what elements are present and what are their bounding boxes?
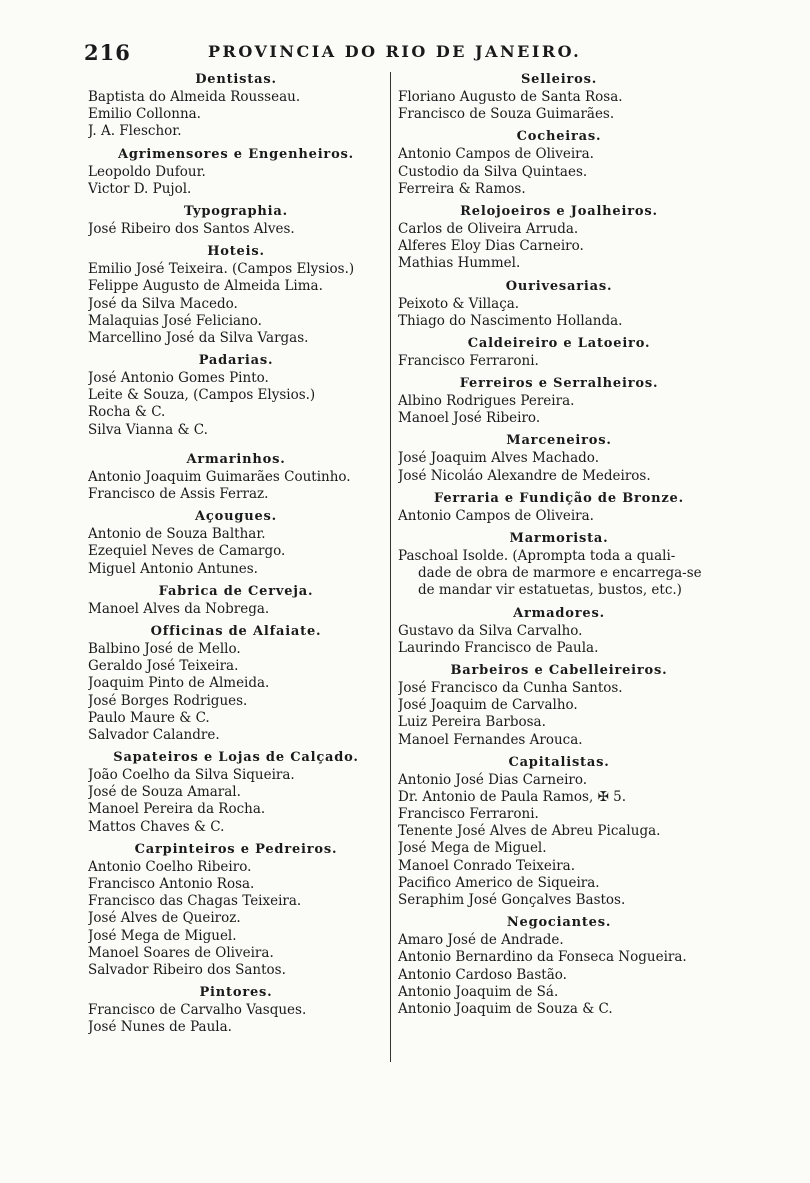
section-heading-hoteis: Hoteis.	[207, 244, 265, 260]
section-heading-negociantes: Negociantes.	[506, 915, 612, 931]
directory-entry: Francisco de Carvalho Vasques.	[88, 1002, 307, 1019]
directory-entry: Francisco Antonio Rosa.	[88, 876, 255, 892]
directory-entry: Manoel Fernandes Arouca.	[398, 731, 583, 748]
section-heading-marceneiros: Marceneiros.	[506, 433, 612, 449]
directory-entry: Mattos Chaves & C.	[88, 818, 225, 835]
directory-entry: Manoel Conrado Teixeira.	[398, 857, 575, 874]
directory-entry: Pacifico Americo de Siqueira.	[398, 874, 600, 891]
directory-entry: José Borges Rodrigues.	[88, 692, 248, 709]
section-heading-sapateiros-e-lojas-de-calcado: Sapateiros e Lojas de Calçado.	[113, 750, 359, 766]
directory-entry: Felippe Augusto de Almeida Lima.	[88, 278, 323, 295]
directory-entry: Manoel Pereira da Rocha.	[88, 801, 266, 818]
section-heading-agrimensores-e-engenheiros: Agrimensores e Engenheiros.	[118, 146, 354, 162]
directory-entry: Salvador Calandre.	[88, 726, 220, 743]
directory-entry: Antonio Campos de Oliveira.	[398, 507, 594, 524]
directory-entry: Francisco das Chagas Teixeira.	[88, 893, 302, 910]
directory-entry: Geraldo José Teixeira.	[88, 658, 239, 675]
section-heading-acougues: Açougues.	[195, 509, 277, 525]
directory-entry: Victor D. Pujol.	[88, 180, 192, 197]
directory-entry: Balbino José de Mello.	[88, 640, 241, 657]
directory-entry: Marcellino José da Silva Vargas.	[88, 329, 309, 346]
section-heading-caldeireiro-e-latoeiro: Caldeireiro e Latoeiro.	[467, 335, 651, 351]
section-heading-ferraria-e-fundicao-de-bronze: Ferraria e Fundição de Bronze.	[434, 490, 684, 506]
section-heading-barbeiros-e-cabelleireiros: Barbeiros e Cabelleireiros.	[450, 662, 668, 678]
section-heading-typographia: Typographia.	[184, 203, 288, 219]
directory-entry: José Joaquim de Carvalho.	[398, 697, 578, 714]
directory-entry: Emilio Collonna.	[88, 106, 201, 123]
section-heading-selleiros: Selleiros.	[520, 72, 598, 87]
section-heading-relojoeiros-e-joalheiros: Relojoeiros e Joalheiros.	[460, 203, 658, 219]
directory-entry: Antonio Cardoso Bastão.	[398, 966, 567, 983]
directory-entry: José Francisco da Cunha Santos.	[398, 679, 623, 696]
directory-entry: Rocha & C.	[88, 404, 166, 421]
directory-entry: Salvador Ribeiro dos Santos.	[88, 961, 286, 978]
section-heading-pintores: Pintores.	[199, 985, 273, 1001]
directory-entry: Manoel Alves da Nobrega.	[88, 600, 270, 617]
directory-entry: Mathias Hummel.	[398, 255, 521, 272]
directory-entry: Floriano Augusto de Santa Rosa.	[398, 89, 623, 105]
directory-entry: Luiz Pereira Barbosa.	[398, 714, 546, 731]
directory-entry: dade de obra de marmore e encarrega-se	[418, 565, 702, 582]
page-title: PROVINCIA DO RIO DE JANEIRO.	[208, 42, 582, 61]
directory-entry: Francisco Ferraroni.	[398, 806, 539, 823]
directory-entry: José Nunes de Paula.	[88, 1019, 232, 1036]
section-heading-officinas-de-alfaiate: Officinas de Alfaiate.	[150, 623, 322, 639]
directory-entry: Antonio Joaquim Guimarães Coutinho.	[88, 468, 351, 485]
directory-entry: José Mega de Miguel.	[88, 927, 237, 944]
directory-entry: Laurindo Francisco de Paula.	[398, 639, 599, 656]
directory-entry: Antonio Joaquim de Sá.	[398, 983, 559, 1000]
directory-entry: Carlos de Oliveira Arruda.	[398, 220, 579, 237]
directory-entry: José Antonio Gomes Pinto.	[88, 370, 269, 387]
section-heading-capitalistas: Capitalistas.	[508, 754, 610, 770]
directory-entry: Dr. Antonio de Paula Ramos, ✠ 5.	[398, 788, 627, 805]
directory-entry: Leopoldo Dufour.	[88, 163, 206, 180]
directory-entry: José Nicoláo Alexandre de Medeiros.	[398, 467, 651, 484]
directory-entry: Ferreira & Ramos.	[398, 180, 526, 197]
directory-entry: Manoel José Ribeiro.	[398, 410, 541, 427]
directory-entry: Albino Rodrigues Pereira.	[398, 393, 575, 410]
directory-entry: Antonio Coelho Ribeiro.	[88, 858, 252, 875]
directory-entry: Baptista do Almeida Rousseau.	[88, 89, 301, 105]
directory-entry: Ezequiel Neves de Camargo.	[88, 543, 286, 560]
left-column	[88, 70, 384, 1037]
directory-entry: Antonio José Dias Carneiro.	[398, 771, 588, 788]
section-heading-armarinhos: Armarinhos.	[186, 451, 286, 467]
section-spacer	[88, 439, 384, 450]
section-heading-ourivesarias: Ourivesarias.	[505, 278, 613, 294]
directory-entry: Leite & Souza, (Campos Elysios.)	[88, 387, 316, 404]
directory-entry: Tenente José Alves de Abreu Picaluga.	[398, 823, 661, 840]
directory-entry: Francisco Ferraroni.	[398, 352, 539, 369]
directory-entry: José Joaquim Alves Machado.	[398, 450, 599, 467]
directory-entry: Antonio Bernardino da Fonseca Nogueira.	[398, 949, 687, 966]
section-heading-marmorista: Marmorista.	[509, 531, 609, 546]
column-divider	[390, 72, 391, 1062]
section-heading-dentistas: Dentistas.	[195, 72, 277, 87]
directory-entry: José da Silva Macedo.	[88, 295, 238, 312]
directory-entry: Alferes Eloy Dias Carneiro.	[398, 238, 584, 255]
directory-entry: João Coelho da Silva Siqueira.	[88, 767, 295, 784]
directory-entry: Silva Vianna & C.	[88, 421, 208, 438]
directory-entry: Amaro José de Andrade.	[398, 932, 564, 949]
directory-entry: Antonio Campos de Oliveira.	[398, 146, 594, 163]
directory-entry: Paschoal Isolde. (Apromptа toda a quali-	[398, 548, 676, 564]
section-heading-armadores: Armadores.	[513, 605, 605, 621]
section-heading-carpinteiros-e-pedreiros: Carpinteiros e Pedreiros.	[134, 841, 338, 857]
directory-entry: Francisco de Souza Guimarães.	[398, 106, 615, 123]
directory-entry: Francisco de Assis Ferraz.	[88, 486, 269, 502]
directory-entry: J. A. Fleschor.	[88, 123, 182, 140]
page-number: 216	[84, 40, 131, 65]
directory-entry: Gustavo da Silva Carvalho.	[398, 622, 583, 639]
directory-entry: Antonio de Souza Balthar.	[88, 526, 266, 543]
directory-entry: Thiago do Nascimento Hollanda.	[398, 312, 623, 329]
directory-entry: Paulo Maure & C.	[88, 709, 210, 726]
section-heading-fabrica-de-cerveja: Fabrica de Cerveja.	[158, 583, 314, 599]
directory-entry: José de Souza Amaral.	[88, 784, 241, 801]
directory-entry: Antonio Joaquim de Souza & C.	[398, 1000, 613, 1017]
directory-entry: de mandar vir estatuetas, bustos, etc.)	[418, 582, 682, 599]
directory-entry: José Mega de Miguel.	[398, 840, 547, 857]
section-heading-ferreiros-e-serralheiros: Ferreiros e Serralheiros.	[459, 376, 659, 392]
directory-entry: José Ribeiro dos Santos Alves.	[88, 220, 295, 237]
directory-entry: Malaquias José Feliciano.	[88, 312, 262, 329]
right-column	[398, 70, 720, 1018]
directory-entry: José Alves de Queiroz.	[88, 910, 241, 927]
directory-entry: Seraphim José Gonçalves Bastos.	[398, 892, 626, 908]
section-heading-padarias: Padarias.	[198, 353, 274, 369]
directory-entry: Custodio da Silva Quintaes.	[398, 163, 588, 180]
directory-entry: Joaquim Pinto de Almeida.	[88, 675, 270, 692]
directory-entry: Peixoto & Villaça.	[398, 295, 520, 312]
directory-entry: Emilio José Teixeira. (Campos Elysios.)	[88, 261, 355, 278]
directory-entry: Miguel Antonio Antunes.	[88, 560, 258, 577]
directory-entry: Manoel Soares de Oliveira.	[88, 944, 274, 961]
section-heading-cocheiras: Cocheiras.	[516, 129, 602, 145]
